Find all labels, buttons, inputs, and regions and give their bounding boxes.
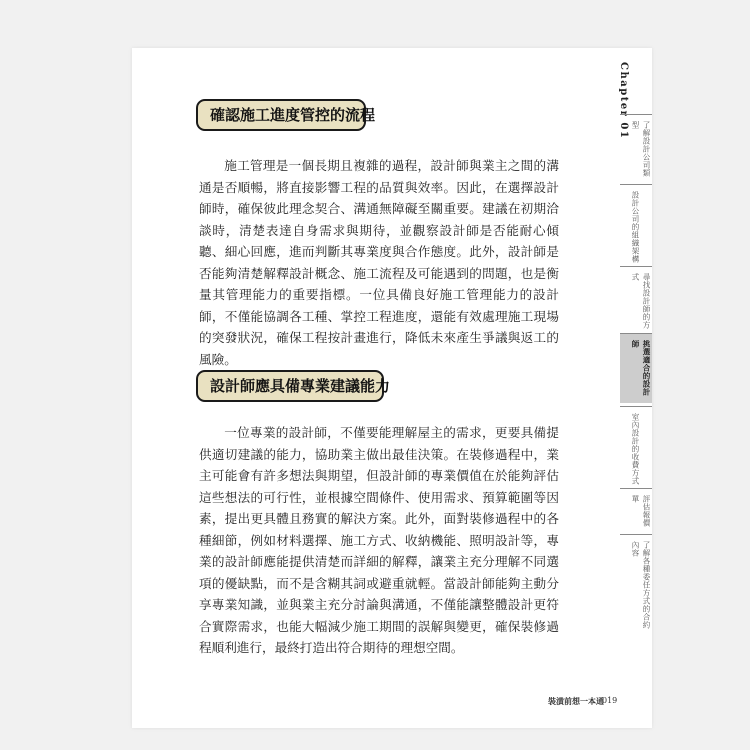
sidebar-item-label: 了解各種委任方式的合約內容 xyxy=(631,541,651,629)
section-1-heading: 確認施工進度管控的流程 xyxy=(196,99,366,131)
sidebar-item-quote xyxy=(620,488,652,532)
footer-book-title: 裝潢前想一本通 xyxy=(548,697,604,706)
sidebar-item-label: 設計公司的組織架構 xyxy=(631,191,640,263)
chapter-label: Chapter 01 xyxy=(618,62,629,140)
chapter-sidebar xyxy=(606,48,652,688)
section-1-paragraph: 施工管理是一個長期且複雜的過程，設計師與業主之間的溝通是否順暢，將直接影響工程的品質與效率。因此，在選擇設計師時，確保彼此理念契合、溝通無障礙至關重要。建議在初期洽談時，清楚表達自身需求與期待，並觀察設計師是否能耐心傾聽、細心回應，進而判斷其專業度與合作態度。此外，設計師是否能夠清楚解釋設計概念、施工流程及可能遇到的問題，也是衡量其管理能力的重要指標。一位具備良好施工管理能力的設計師，不僅能協調各工種、掌控工程進度，還能有效處理施工現場的突發狀況，確保工程按計畫進行，降低未來產生爭議與返工的風險。 xyxy=(199,158,559,367)
sidebar-item-label: 了解設計公司類型 xyxy=(631,121,651,177)
sidebar-item-contract xyxy=(620,534,652,630)
sidebar-item-find-designer xyxy=(620,266,652,330)
page-number: 019 xyxy=(602,696,618,705)
section-2-paragraph: 一位專業的設計師，不僅要能理解屋主的需求，更要具備提供適切建議的能力，協助業主做出最佳決策。在裝修過程中，業主可能會有許多想法與期望，但設計師的專業價值在於能夠評估這些想法的可行性，並根據空間條件、使用需求、預算範圍等因素，提出更具體且務實的解決方案。此外，面對裝修過程中的各種細節，例如材料選擇、施工方式、收納機能、照明設計等，專業的設計師應能提供清楚而詳細的解釋，讓業主充分理解不同選項的優缺點，而不是含糊其詞或避重就輕。當設計師能夠主動分享專業知識，並與業主充分討論與溝通，不僅能讓整體設計更符合實際需求，也能大幅減少施工期間的誤解與變更，確保裝修過程順利進行，最終打造出符合期待的理想空間。 xyxy=(199,425,559,655)
sidebar-item-label: 室內設計的收費方式 xyxy=(631,413,640,485)
sidebar-item-label: 評估報價單 xyxy=(631,495,651,527)
sidebar-item-fees xyxy=(620,406,652,486)
book-page xyxy=(132,48,652,728)
sidebar-item-organization xyxy=(620,184,652,264)
sidebar-item-label: 尋找設計師的方式 xyxy=(631,273,651,329)
sidebar-item-choose-designer xyxy=(620,333,652,403)
sidebar-item-company-types xyxy=(620,114,652,180)
section-2-heading: 設計師應具備專業建議能力 xyxy=(196,370,384,402)
sidebar-item-label: 挑選適合的設計師 xyxy=(631,340,651,396)
